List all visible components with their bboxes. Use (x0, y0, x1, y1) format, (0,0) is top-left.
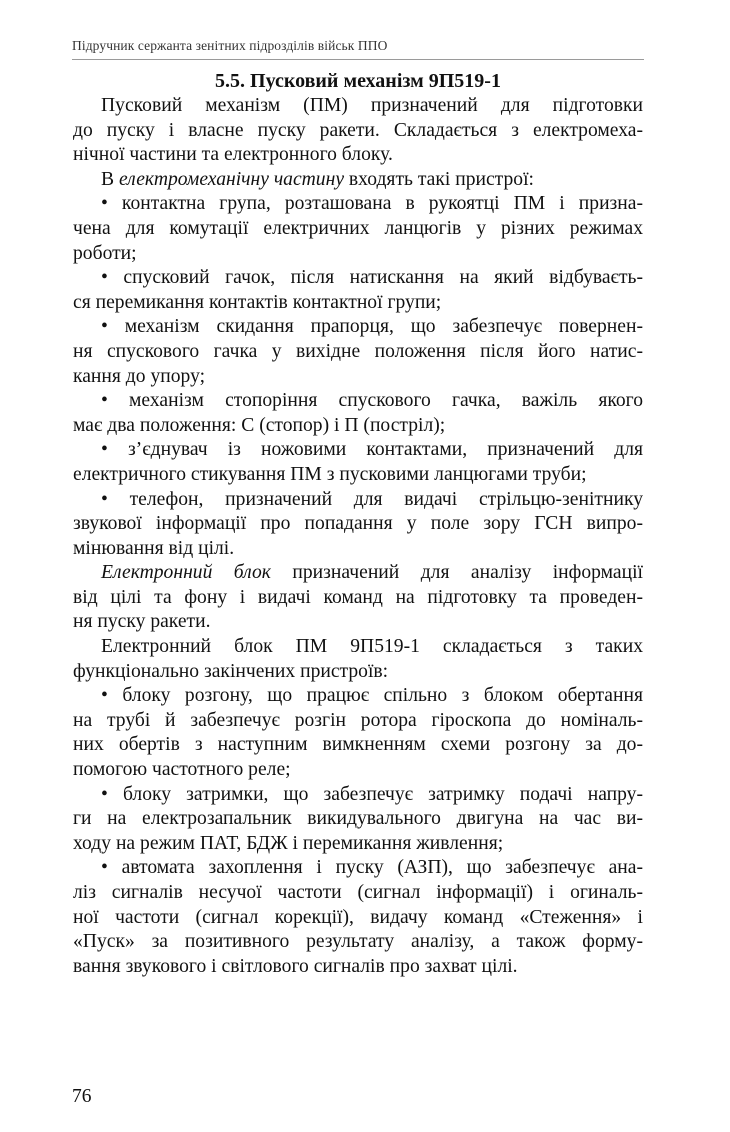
section-title: 5.5. Пусковий механізм 9П519-1 (215, 70, 501, 92)
emphasis-term: електромеханічну частину (118, 168, 345, 190)
text-line: кання до упору; (73, 365, 206, 387)
text-line: • спусковий гачок, після натискання на який відбуваєть- (101, 267, 643, 289)
list-item (73, 438, 643, 487)
text-line: мінювання від цілі. (73, 537, 235, 559)
text-line: помогою частотного реле; (73, 759, 291, 781)
text-line: • контактна група, розташована в рукоятці ПМ і призна- (101, 193, 643, 215)
paragraph-electromechanical (101, 168, 643, 193)
text-line: ходу на режим ПАТ, БДЖ і перемикання живлення; (73, 832, 504, 854)
text-line: них обертів з наступним вимкненням схеми розгону за до- (73, 734, 643, 756)
text-line: ся перемикання контактів контактної групи; (73, 291, 442, 313)
text-line: • блоку затримки, що забезпечує затримку подачі напру- (101, 783, 643, 805)
text-line (101, 168, 643, 193)
emphasis-term: Електронний блок (101, 562, 271, 584)
text-line: електричного стикування ПМ з пусковими ланцюгами труби; (73, 463, 587, 485)
text-line (101, 561, 643, 586)
list-item (73, 856, 643, 979)
page-number: 76 (72, 1086, 92, 1107)
text-run: входять такі пристрої: (344, 168, 534, 190)
running-header: Підручник сержанта зенітних підрозділів військ ППО (72, 38, 644, 60)
text-line: ня пуску ракети. (73, 611, 211, 633)
text-line: функціонально закінчених пристроїв: (73, 660, 389, 682)
text-line: • з’єднувач із ножовими контактами, призначений для (101, 439, 643, 461)
text-line: до пуску і власне пуску ракети. Складається з електромеха- (73, 119, 643, 141)
text-line: нічної частини та електронного блоку. (73, 144, 393, 166)
text-line: роботи; (73, 242, 137, 264)
list-item (73, 783, 643, 857)
text-line: «Пуск» за позитивного результату аналізу, а також форму- (73, 931, 643, 953)
text-line: Електронний блок ПМ 9П519-1 складається з таких (101, 636, 643, 658)
paragraph-composition (73, 635, 643, 684)
text-line: • телефон, призначений для видачі стрільцю-зенітнику (101, 488, 643, 510)
text-line: ги на електрозапальник викидувального двигуна на час ви- (73, 808, 643, 830)
list-item (73, 315, 643, 389)
text-line: від цілі та фону і видачі команд на підготовку та проведен- (73, 586, 643, 608)
text-line: на трубі й забезпечує розгін ротора гіроскопа до номіналь- (73, 709, 643, 731)
text-run: В (101, 168, 119, 190)
paragraph-intro (73, 94, 643, 168)
text-line: ліз сигналів несучої частоти (сигнал інформації) і огиналь- (73, 882, 643, 903)
text-run: призначений для аналізу інформації (270, 562, 643, 584)
text-line: ня спускового гачка у вихідне положення після його натис- (73, 340, 643, 362)
text-line: звукової інформації про попадання у поле зору ГСН випро- (73, 513, 643, 535)
list-item (73, 488, 643, 562)
text-line: вання звукового і світлового сигналів про захват цілі. (73, 955, 518, 977)
text-line: Пусковий механізм (ПМ) призначений для підготовки (101, 95, 643, 116)
list-item (73, 684, 643, 782)
page-content (73, 68, 643, 979)
paragraph-electronic-block (73, 561, 643, 635)
text-line: • блоку розгону, що працює спільно з блоком обертання (101, 685, 643, 707)
text-line: • автомата захоплення і пуску (АЗП), що забезпечує ана- (101, 857, 643, 879)
text-line: • механізм стопоріння спускового гачка, важіль якого (101, 390, 643, 412)
list-item (73, 266, 643, 315)
text-line: • механізм скидання прапорця, що забезпечує повернен- (101, 316, 643, 338)
text-line: ної частоти (сигнал корекції), видачу команд «Стеження» і (73, 906, 643, 928)
list-item (73, 192, 643, 266)
text-line: чена для комутації електричних ланцюгів у різних режимах (73, 217, 643, 239)
text-line: має два положення: С (стопор) і П (постріл); (73, 414, 446, 436)
list-item (73, 389, 643, 438)
